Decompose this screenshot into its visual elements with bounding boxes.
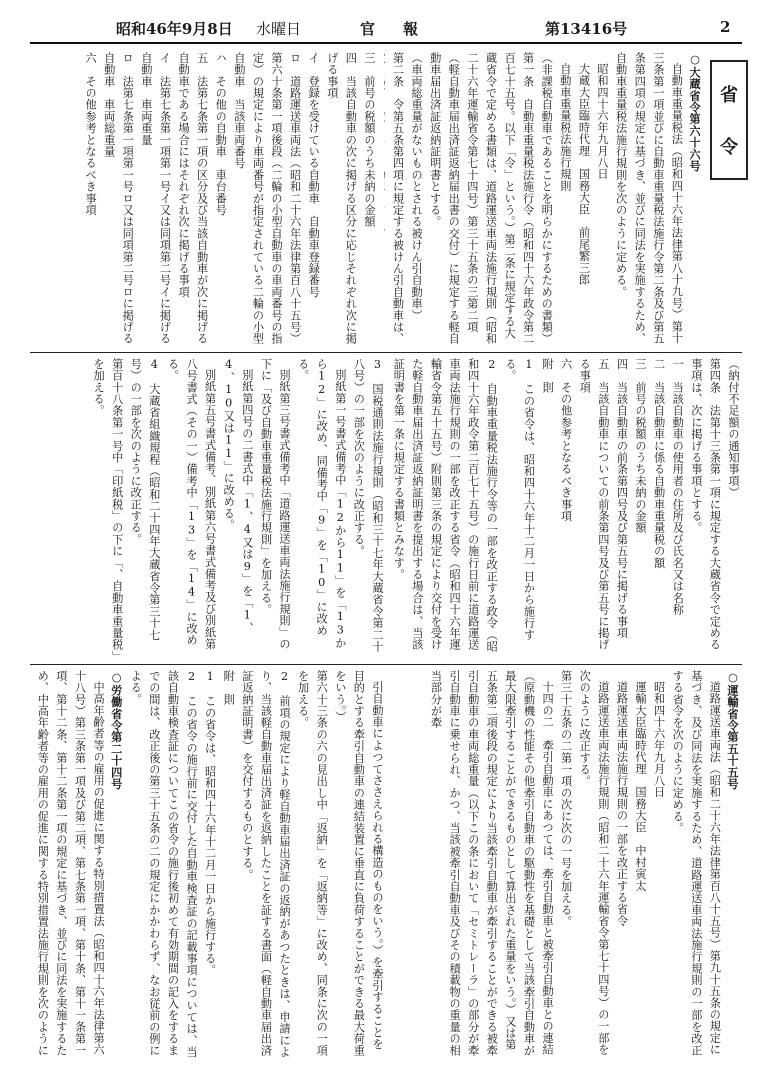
text-paragraph: 六 その他参考となるべき事項 — [84, 52, 98, 216]
text-paragraph: 附 則 — [222, 670, 236, 706]
text-paragraph: 附 則 — [541, 358, 555, 394]
section-label-char: 省 — [720, 85, 738, 106]
section-label-ministerial-ordinance — [710, 60, 748, 180]
text-paragraph: 第百十八条第一号中「印紙税」の下に「、自動車重量税」を加える。 — [92, 358, 124, 657]
text-paragraph: 大蔵大臣臨時代理 国務大臣 前尾繁三郎 — [577, 63, 591, 286]
text-paragraph: 五 当該自動車についての前条第四号及び第五号に掲げる事項 — [578, 358, 610, 651]
issue-number: 第13416号 — [545, 20, 628, 38]
section-label-char: 令 — [720, 137, 738, 158]
text-paragraph: 3 国税通則法施行規則（昭和三十七年大蔵省令第二十八号）の一部を次のように改正する。 — [352, 358, 384, 653]
text-paragraph: 運輸大臣臨時代理 国務大臣 中村寅太 — [634, 681, 648, 892]
issue-weekday: 水曜日 — [256, 20, 302, 38]
text-paragraph: 四 当該自動車の前条第四号及び第五号に掲げる事項 — [615, 358, 629, 639]
text-paragraph: 六 その他参考となるべき事項 — [559, 358, 573, 522]
tier3-left-column — [30, 670, 386, 1060]
text-paragraph: （原動機の性能その他牽引自動車の駆動性を基礎として当該牽引自動車が最大限牽引することができるものとして算出された重量をいう。）又は第五条第二項後段の規定により当該牽引自動車が牽引することができる被牽引自動車の車両総重量（以下この条において「セミトレーラ」の部分が牽引自動車に乗せられ、かつ、当該被牽引自動車及びその積載物の重量の相当部分が牽 — [429, 670, 536, 1057]
text-paragraph: ○大蔵省令第六十六号 — [688, 52, 702, 172]
text-paragraph: 昭和四十六年九月八日 — [652, 681, 666, 799]
page-number: 2 — [720, 18, 731, 36]
text-paragraph: イ 登録を受けている自動車 自動車登録番号 — [307, 52, 321, 298]
text-paragraph: 二 当該自動車に係る自動車重量税の額 — [652, 358, 666, 569]
text-paragraph: （非課税自動車であることを明らかにするための書類） — [540, 52, 554, 345]
text-paragraph: 別紙第三号書式備考中「道路運送車両法施行規則」の下に「及び自動車重量税法施行規則」を加える。 — [259, 358, 292, 650]
gazette-title: 官報 — [360, 20, 447, 38]
text-paragraph: 2 この省令の施行前に交付した自動車検査証の記載事項については、当該自動車検査証についてこの省令の施行後初めて有効期間の記入をするまでの間は、改正後の第三十五条の二の規定にかかわらず、なお従前の例による。 — [129, 670, 199, 1058]
text-paragraph: 道路運送車両法（昭和二十六年法律第百八十五号）第九十五条の規定に基づき、及び同法を実施するため、道路運送車両法施行規則の一部を改正する省令を次のように定める。 — [671, 670, 722, 1057]
text-paragraph: 自動車重量税法施行規則 — [558, 63, 572, 192]
text-paragraph: 五 法第七条第一項の区分及び当該自動車が次に掲げる自動車である場合にはそれぞれ次に掲げる事項 — [177, 52, 209, 345]
tier1-left-column — [30, 52, 378, 348]
text-paragraph: 十四の二 牽引自動車にあつては、牽引自動車と被牽引自動車との連結 — [541, 681, 555, 1056]
text-paragraph: 別紙第四号の二書式中「1、4又は9」を「1、4、10又は11」に改める。 — [222, 358, 254, 634]
text-paragraph: 4 大蔵省組織規程（昭和二十四年大蔵省令第三十七号）の一部を次のように改正する。 — [129, 358, 161, 641]
text-paragraph: 一 当該自動車の使用者の住所及び氏名又は名称 — [671, 358, 685, 616]
text-paragraph: 1 この省令は、昭和四十六年十二月一日から施行する。 — [203, 670, 217, 976]
text-paragraph: 第三十五条の二第一項の次に次の一号を加える。 — [559, 670, 573, 928]
text-paragraph: 別紙第一号書式備考中「12から11」を「13から12」に改め、同備考中「9」を「10」に改める。 — [296, 358, 347, 650]
text-paragraph: イ 法第七条第一項第一号イ又は同項第二号イに掲げる自動車 車両重量 — [139, 52, 172, 345]
tier1-right-column — [384, 52, 704, 348]
tier-divider — [30, 664, 742, 665]
text-paragraph: 1 この省令は、昭和四十六年十二月一日から施行する。 — [503, 358, 536, 641]
text-paragraph: （車両総重量がないものとされる被けん引自動車） — [410, 52, 424, 322]
text-paragraph: 第一条 自動車重量税法施行令（昭和四十六年政令第二百七十五号。以下「令」という。）第二条に規定する大蔵省令で定める書類は、道路運送車両法施行規則（昭和二十六年運輸省令第七十四号）第三十五条の三第二項（軽自動車届出済証返納届出書の交付）に規定する軽自動車届出済証返納証明書とする。 — [428, 52, 535, 345]
text-paragraph: （納付不足額の通知事項） — [727, 358, 740, 499]
tier2-left-column — [30, 358, 386, 658]
text-paragraph: 第六十三条の六の見出し中「返納」を「返納等」に改め、同条に次の一項を加える。 — [296, 670, 329, 1057]
text-paragraph: ハ その他の自動車 車台番号 — [214, 52, 228, 216]
text-paragraph: 三 前号の税額のうち未納の金額 — [634, 358, 648, 534]
issue-date: 昭和46年9月8日 — [116, 20, 233, 38]
text-paragraph: 2 前項の規定により軽自動車届出済証の返納があつたときは、申請により、当該軽自動車届出済証を返納したことを証する書面（軽自動車届出済証返納証明書）を交付するものとする。 — [240, 670, 292, 1058]
text-paragraph: 三 前号の税額のうち未納の金額 — [363, 52, 376, 228]
text-paragraph: 道路運送車両法施行規則（昭和二十六年運輸省令第七十四号）の一部を次のように改正する。 — [578, 670, 610, 1056]
text-paragraph: 2 自動車重量税法施行令等の一部を改正する政令（昭和四十六年政令第二百七十五号）の施行日前に道路運送車両法施行規則の一部を改正する省令（昭和四十六年運輸省令第五十五号）附則第三条の規定により交付を受けた軽自動車届出済証返納証明書を提出する場合は、当該証明書を第一条に規定する書類とみなす。 — [392, 358, 499, 653]
text-paragraph: 中高年齢者等の雇用の促進に関する特別措置法（昭和四十六年法律第六十八号）第三条第一項及び第二項、第七条第一項、第十条、第十一条第一項、第十二条、第十二条第一項の規定に基づき、並びに同法を実施するため、中高年齢者等の雇用の促進に関する特別措置法施行規則を次のように — [36, 670, 106, 1057]
tier2-right-column — [392, 358, 742, 658]
page-header — [30, 14, 742, 44]
tier3-right-column — [392, 670, 742, 1060]
text-paragraph: 道路運送車両法施行規則の一部を改正する省令 — [615, 681, 629, 927]
text-paragraph: 別紙第五号書式備考、別紙第六号書式備考及び別紙第八号書式（その一）備考中「13」を「14」に改める。 — [166, 358, 217, 650]
text-paragraph: 第二条 令第五条第四項に規定する被けん引自動車は、 — [391, 52, 405, 345]
text-paragraph: ○運輸省令第五十五号 — [726, 670, 740, 790]
text-paragraph: 四 当該自動車の次に掲げる区分に応じそれぞれ次に掲げる事項 — [325, 52, 358, 345]
text-paragraph: 第四条 法第十三条第一項に規定する大蔵省令で定める事項は、次に掲げる事項とする。 — [689, 358, 722, 651]
text-paragraph: ○労働省令第二十四号 — [109, 670, 124, 790]
tier-divider — [30, 352, 742, 353]
text-paragraph: 引自動車によつてささえられる構造のものをいう。）を牽引することを目的とする牽引自動車の連結装置に垂直に負荷することができる最大荷重をいう。） — [333, 670, 384, 1057]
text-paragraph: ロ 道路運送車両法（昭和二十六年法律第百八十五号）第六十条第一項後段（二輪の小型自動車の車両番号の指定）の規定により車両番号が指定されている二輪の小型自動車 当該車両番号 — [232, 52, 302, 345]
text-paragraph: 自動車重量税法（昭和四十六年法律第八十九号）第十三条第一項並びに自動車重量税法施行令第二条及び第五条第四項の規定に基づき、並びに同法を実施するため、自動車重量税法施行規則を次のように定める。 — [614, 52, 684, 345]
text-paragraph: 昭和四十六年九月八日 — [596, 63, 610, 181]
text-paragraph: ロ 法第七条第一項第一号ロ又は同項第二号ロに掲げる自動車 車両総重量 — [102, 52, 135, 345]
